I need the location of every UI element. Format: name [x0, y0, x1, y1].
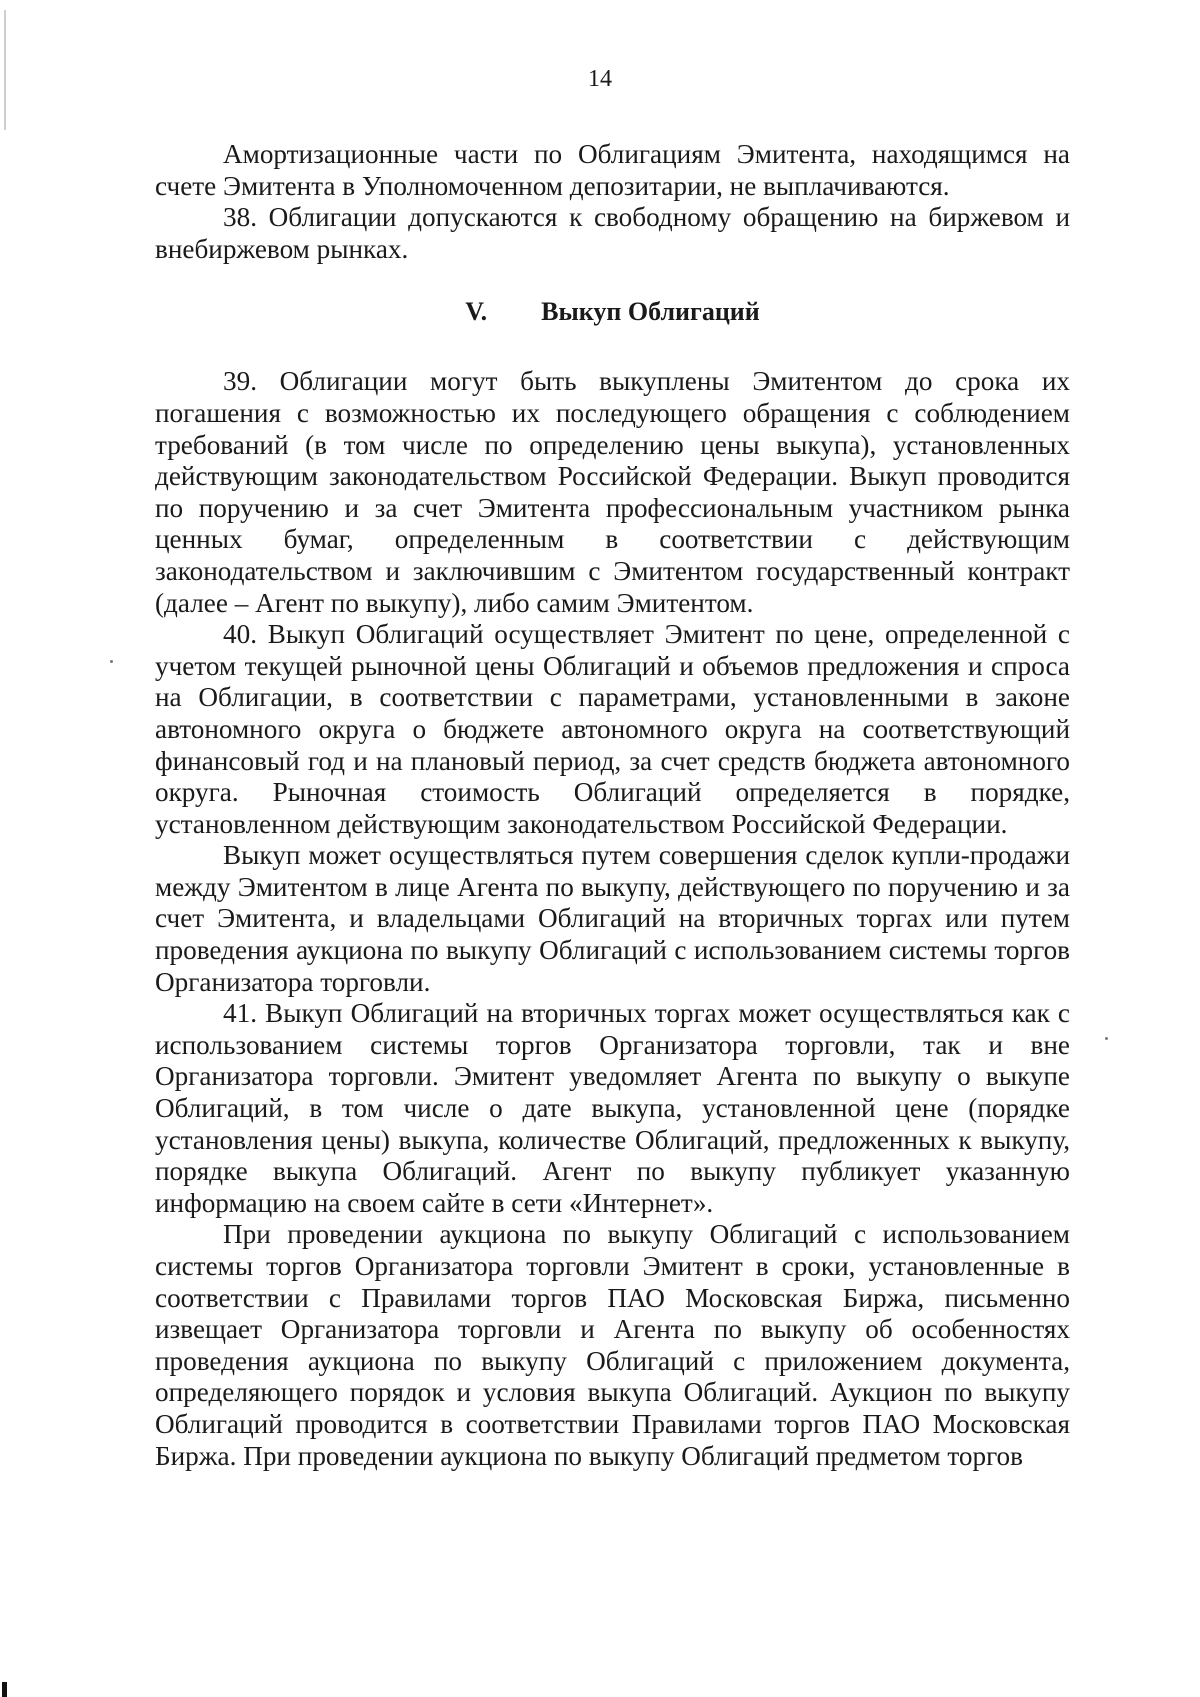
paragraph: 39. Облигации могут быть выкуплены Эмитентом до срока их погашения с возможностью их последующего обращения с соблюдением требований (в том числе по определению цены выкупа), установленных действующим законодательством Российской Федерации. Выкуп проводится по поручению и за счет Эмитента профессиональным участником рынка ценных бумаг, определенным в соответствии с действующим законодательством и заключившим с Эмитентом государственный контракт (далее – Агент по выкупу), либо самим Эмитентом. [155, 366, 1070, 618]
scan-edge-mark [2, 1682, 7, 1697]
paragraph: Выкуп может осуществляться путем совершения сделок купли-продажи между Эмитентом в лице Агента по выкупу, действующего по поручению и за счет Эмитента, и владельцами Облигаций на вторичных торгах или путем проведения аукциона по выкупу Облигаций с использованием системы торгов Организатора торговли. [155, 840, 1070, 997]
scan-speck [110, 660, 113, 663]
document-body [155, 139, 1070, 1472]
paragraph: При проведении аукциона по выкупу Облигаций с использованием системы торгов Организатора торговли Эмитент в сроки, установленные в соответствии с Правилами торгов ПАО Московская Биржа, письменно извещает Организатора торговли и Агента по выкупу об особенностях проведения аукциона по выкупу Облигаций с приложением документа, определяющего порядок и условия выкупа Облигаций. Аукцион по выкупу Облигаций проводится в соответствии Правилами торгов ПАО Московская Биржа. При проведении аукциона по выкупу Облигаций предметом торгов [155, 1219, 1070, 1471]
section-title: Выкуп Облигаций [541, 297, 760, 327]
paragraph: 38. Облигации допускаются к свободному обращению на биржевом и внебиржевом рынках. [155, 202, 1070, 264]
section-heading [155, 295, 1070, 329]
paragraph: 41. Выкуп Облигаций на вторичных торгах может осуществляться как с использованием системы торгов Организатора торговли, так и вне Организатора торговли. Эмитент уведомляет Агента по выкупу о выкупе Облигаций, в том числе о дате выкупа, установленной цене (порядке установления цены) выкупа, количестве Облигаций, предложенных к выкупу, порядке выкупа Облигаций. Агент по выкупу публикует указанную информацию на своем сайте в сети «Интернет». [155, 998, 1070, 1218]
section-number: V. [465, 297, 488, 327]
scan-speck [1105, 1037, 1108, 1040]
page-number: 14 [588, 66, 612, 92]
paragraph: Амортизационные части по Облигациям Эмитента, находящимся на счете Эмитента в Уполномоченном депозитарии, не выплачиваются. [155, 139, 1070, 201]
paragraph: 40. Выкуп Облигаций осуществляет Эмитент по цене, определенной с учетом текущей рыночной цены Облигаций и объемов предложения и спроса на Облигации, в соответствии с параметрами, установленными в законе автономного округа о бюджете автономного округа на соответствующий финансовый год и на плановый период, за счет средств бюджета автономного округа. Рыночная стоимость Облигаций определяется в порядке, установленном действующим законодательством Российской Федерации. [155, 619, 1070, 839]
